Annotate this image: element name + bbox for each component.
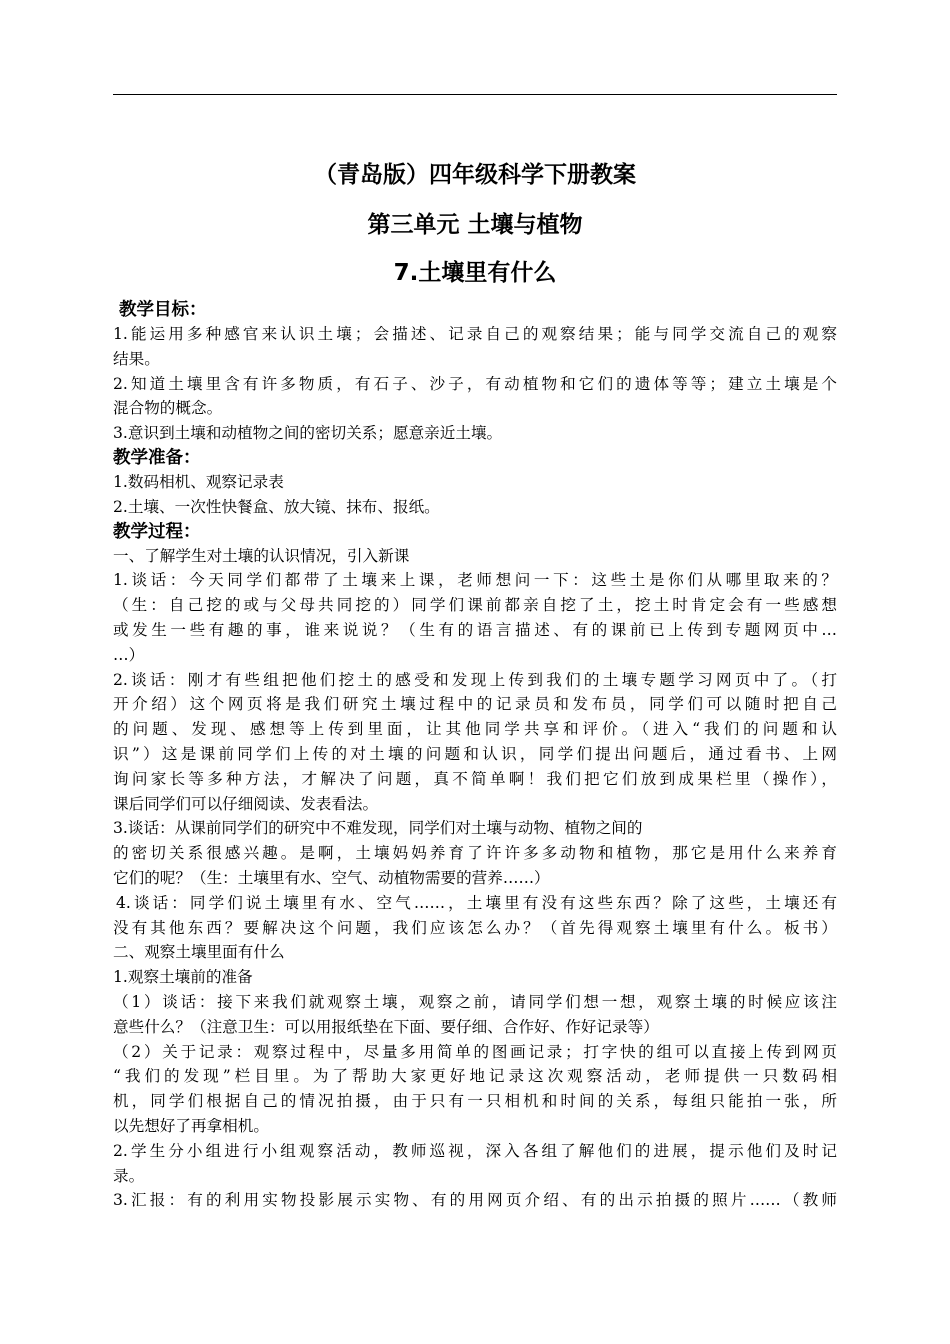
- paragraph-line: 意些什么？（注意卫生：可以用报纸垫在下面、要仔细、合作好、作好记录等）: [113, 1017, 659, 1036]
- paragraph-line: 录。: [113, 1166, 145, 1185]
- paragraph-line: 一、了解学生对土壤的认识情况，引入新课: [113, 546, 410, 565]
- paragraph-line: 识”）这是课前同学们上传的对土壤的问题和认识，同学们提出问题后，通过看书、上网: [113, 744, 837, 763]
- paragraph-line: （2）关于记录：观察过程中，尽量多用简单的图画记录；打字快的组可以直接上传到网页: [113, 1042, 837, 1061]
- paragraph-line: “我们的发现”栏目里。为了帮助大家更好地记录这次观察活动，老师提供一只数码相: [113, 1067, 837, 1086]
- paragraph-line: （生：自己挖的或与父母共同挖的）同学们课前都亲自挖了土，挖土时肯定会有一些感想: [113, 596, 837, 615]
- paragraph-line: 询问家长等多种方法，才解决了问题，真不简单啊！我们把它们放到成果栏里（操作），: [113, 769, 837, 788]
- paragraph-line: 3.谈话：从课前同学们的研究中不难发现，同学们对土壤与动物、植物之间的: [113, 819, 643, 838]
- paragraph-line: 它们的呢？（生：土壤里有水、空气、动植物需要的营养……）: [113, 868, 550, 887]
- paragraph-line: 1.观察土壤前的准备: [113, 968, 253, 987]
- section-heading: 教学过程：: [113, 521, 201, 542]
- paragraph-line: 没有其他东西？要解决这个问题，我们应该怎么办？（首先得观察土壤里有什么。板书）: [113, 918, 837, 937]
- paragraph-line: 1.能运用多种感官来认识土壤；会描述、记录自己的观察结果；能与同学交流自己的观察: [113, 325, 837, 343]
- paragraph-line: 或发生一些有趣的事，谁来说说？（生有的语言描述、有的课前已上传到专题网页中…: [113, 620, 837, 639]
- paragraph-line: 2.土壤、一次性快餐盒、放大镜、抹布、报纸。: [113, 497, 440, 516]
- paragraph-line: 4.谈话：同学们说土壤里有水、空气……，土壤里有没有这些东西？除了这些，土壤还有: [116, 893, 837, 912]
- header-rule: [113, 94, 837, 95]
- section-heading: 教学目标：: [119, 300, 207, 320]
- paragraph-line: 2.谈话：刚才有些组把他们挖土的感受和发现上传到我们的土壤专题学习网页中了。（打: [113, 670, 837, 689]
- paragraph-line: 二、观察土壤里面有什么: [113, 943, 285, 962]
- paragraph-line: …）: [113, 645, 145, 664]
- paragraph-line: 混合物的概念。: [113, 399, 223, 418]
- unit-title: 第三单元 土壤与植物: [367, 212, 583, 238]
- document-title: （青岛版）四年级科学下册教案: [314, 162, 636, 188]
- paragraph-line: 开介绍）这个网页将是我们研究土壤过程中的记录员和发布员，同学们可以随时把自己: [113, 695, 837, 714]
- paragraph-line: （1）谈话：接下来我们就观察土壤，观察之前，请同学们想一想，观察土壤的时候应该注: [113, 992, 837, 1011]
- section-heading: 教学准备：: [113, 447, 201, 468]
- paragraph-line: 以先想好了再拿相机。: [113, 1116, 269, 1135]
- lesson-title: 7.土壤里有什么: [393, 260, 557, 286]
- paragraph-line: 课后同学们可以仔细阅读、发表看法。: [113, 794, 379, 813]
- paragraph-line: 的问题、发现、感想等上传到里面，让其他同学共享和评价。（进入“我们的问题和认: [113, 720, 837, 739]
- paragraph-line: 2.知道土壤里含有许多物质，有石子、沙子，有动植物和它们的遗体等等；建立土壤是个: [113, 374, 837, 393]
- paragraph-line: 3.汇报：有的利用实物投影展示实物、有的用网页介绍、有的出示拍摄的照片……（教师: [113, 1191, 837, 1210]
- paragraph-line: 3.意识到土壤和动植物之间的密切关系；愿意亲近土壤。: [113, 424, 503, 443]
- document-body: [113, 298, 837, 1213]
- paragraph-line: 结果。: [113, 349, 160, 368]
- paragraph-line: 机，同学们根据自己的情况拍摄，由于只有一只相机和时间的关系，每组只能拍一张，所: [113, 1092, 837, 1111]
- paragraph-line: 的密切关系很感兴趣。是啊，土壤妈妈养育了许许多多动物和植物，那它是用什么来养育: [113, 844, 837, 863]
- paragraph-line: 1.数码相机、观察记录表: [113, 472, 284, 491]
- paragraph-line: 1.谈话：今天同学们都带了土壤来上课，老师想问一下：这些土是你们从哪里取来的？: [113, 571, 837, 590]
- paragraph-line: 2.学生分小组进行小组观察活动，教师巡视，深入各组了解他们的进展，提示他们及时记: [113, 1141, 837, 1160]
